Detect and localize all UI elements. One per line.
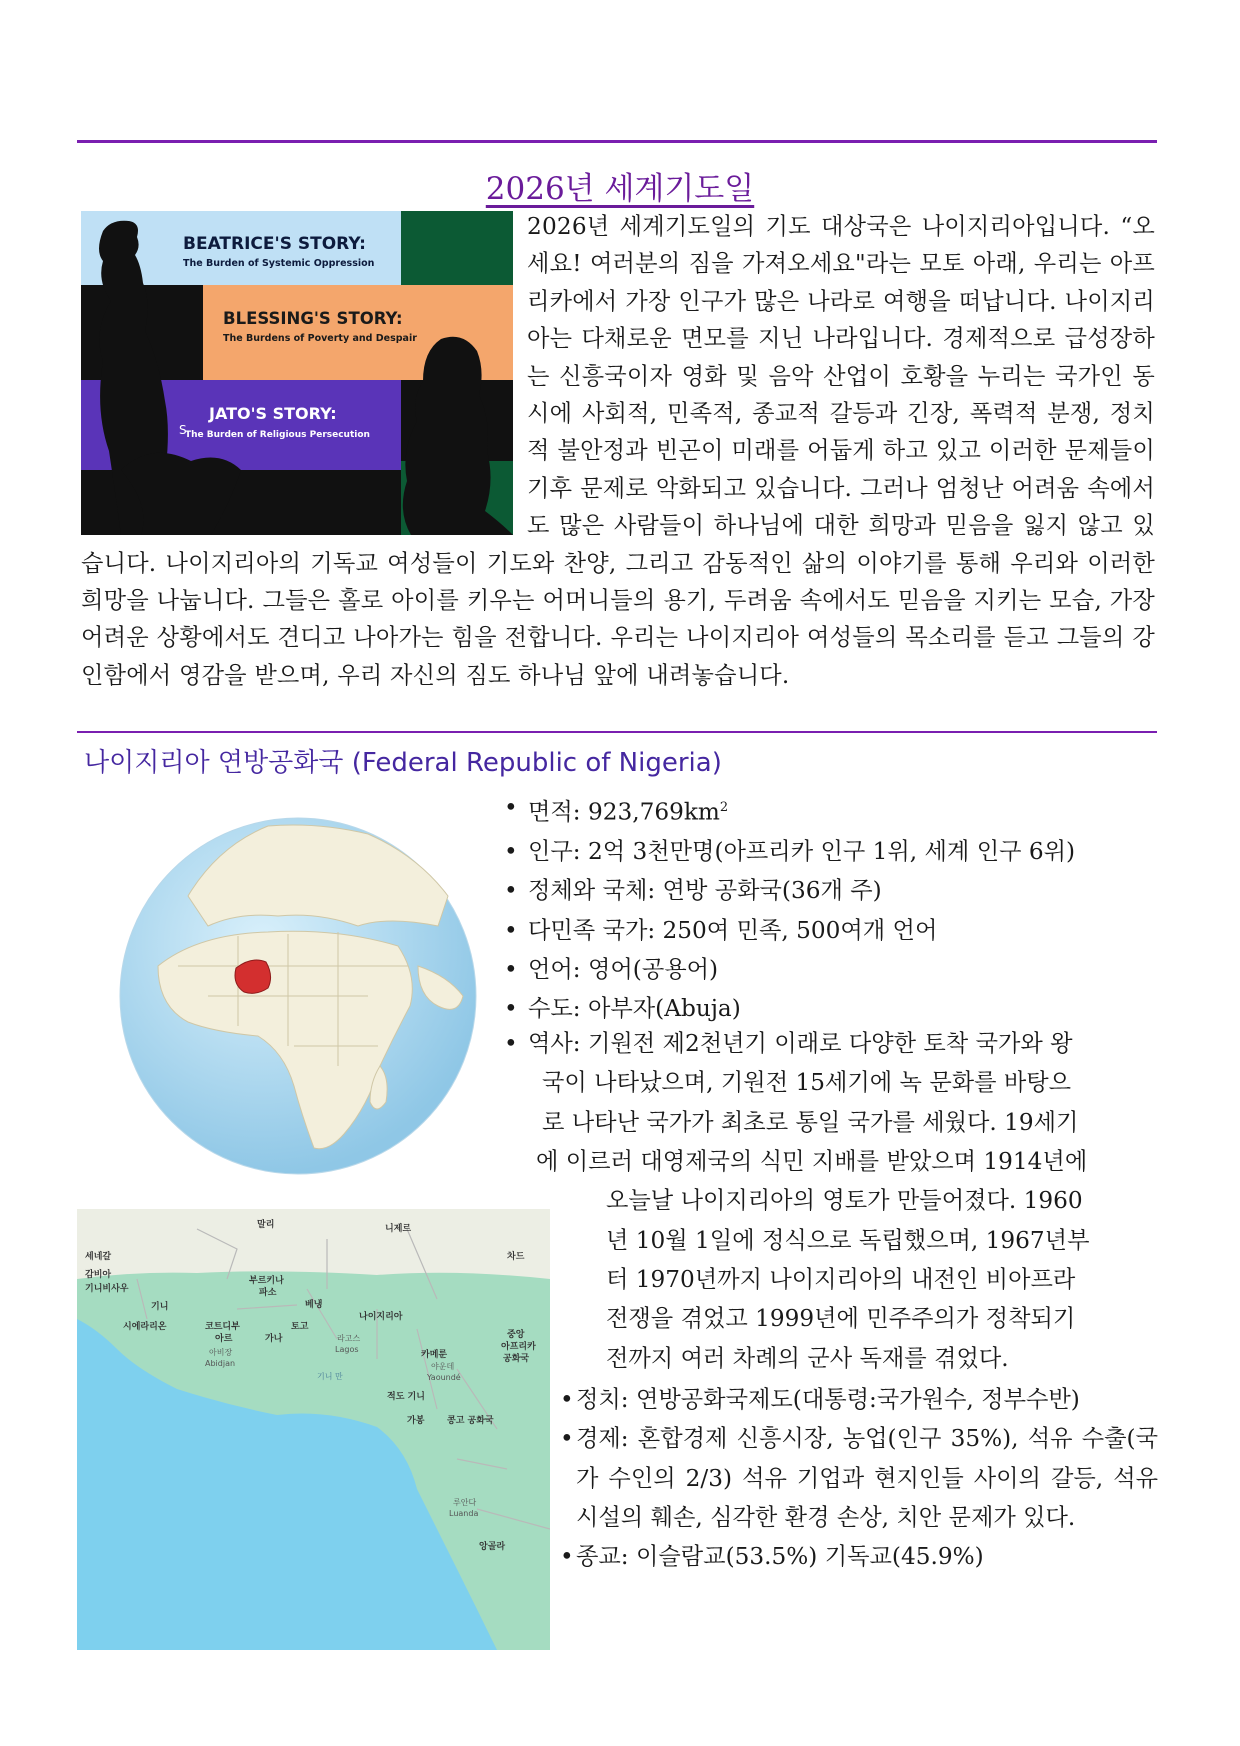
west-africa-map [77, 1209, 550, 1650]
section-divider [77, 731, 1157, 733]
label-burkina-2: 파소 [259, 1288, 277, 1298]
bullet: • [504, 995, 518, 1023]
label-gambia: 감비아 [85, 1270, 112, 1280]
label-benin: 베냉 [305, 1300, 323, 1310]
label-congo: 콩고 공화국 [447, 1416, 494, 1426]
story3-subtitle: The Burden of Religious Persecution [185, 430, 370, 440]
label-cameroon: 카메룬 [421, 1350, 448, 1360]
bullet: • [504, 916, 518, 944]
label-guinea: 기니 [151, 1302, 169, 1312]
bullet: • [504, 794, 518, 821]
history-line: 오늘날 나이지리아의 영토가 만들어졌다. 1960 [606, 1187, 1083, 1214]
label-mali: 말리 [257, 1220, 275, 1230]
bullet: • [504, 1030, 518, 1057]
fact-population [498, 832, 1158, 871]
label-nigeria: 나이지리아 [359, 1312, 403, 1322]
label-ivory-coast-1: 코트디부 [205, 1322, 240, 1332]
label-luanda: Luanda [449, 1509, 479, 1518]
fact-area-text: 면적: 923,769km [528, 798, 720, 826]
bullet: • [504, 877, 518, 905]
label-car-2: 아프리카 [501, 1342, 536, 1352]
label-lagos: Lagos [335, 1345, 359, 1354]
history-line: 터 1970년까지 나이지리아의 내전인 비아프라 [606, 1266, 1076, 1293]
history-line: 로 나타난 국가가 최초로 통일 국가를 세웠다. 19세기 [542, 1109, 1079, 1136]
label-niger: 니제르 [385, 1224, 412, 1234]
section-title: 나이지리아 연방공화국 (Federal Republic of Nigeria) [84, 748, 722, 778]
fact-economy [560, 1419, 1158, 1537]
label-yaounde-ko: 야운데 [431, 1362, 455, 1371]
label-gulf-of-guinea: 기니 만 [317, 1372, 343, 1381]
label-ivory-coast-2: 아르 [215, 1334, 233, 1344]
story1-subtitle: The Burden of Systemic Oppression [183, 258, 375, 269]
label-togo: 토고 [291, 1322, 309, 1332]
label-guinea-bissau: 기니비사우 [85, 1284, 129, 1294]
fact-capital-text: 수도: 아부자(Abuja) [528, 995, 741, 1023]
wdp-logo-icon: S [179, 423, 187, 437]
story3-title: JATO'S STORY: [209, 404, 337, 423]
bullet: • [560, 1386, 574, 1413]
history-line: 년 10월 1일에 정식으로 독립했으며, 1967년부 [606, 1227, 1090, 1254]
history-line: 전쟁을 겪었고 1999년에 민주주의가 정착되기 [606, 1305, 1076, 1332]
fact-government-text: 정체와 국체: 연방 공화국(36개 주) [528, 877, 882, 905]
label-burkina-1: 부르키나 [249, 1276, 284, 1286]
fact-ethnic [498, 911, 1158, 950]
fact-area [498, 788, 1158, 832]
fact-economy-text: 경제: 혼합경제 신흥시장, 농업(인구 35%), 석유 수출(국가 수인의 2/3) 석유 기업과 현지인들 사이의 갈등, 석유 시설의 훼손, 심각한 환경 손상, 치안 문제가 있다. [576, 1425, 1158, 1531]
fact-language [498, 950, 1158, 989]
fact-religion-text: 종교: 이슬람교(53.5%) 기독교(45.9%) [576, 1543, 984, 1571]
label-lagos-ko: 라고스 [337, 1334, 361, 1343]
page-title: 2026년 세계기도일 [485, 171, 755, 207]
label-sierra-leone: 시에라리온 [123, 1322, 167, 1332]
label-ghana: 가나 [265, 1334, 283, 1344]
fact-politics-text: 정치: 연방공화국제도(대통령:국가원수, 정부수반) [576, 1386, 1080, 1413]
label-luanda-ko: 루안다 [453, 1498, 477, 1507]
label-equatorial-guinea: 적도 기니 [387, 1392, 425, 1402]
fact-ethnic-text: 다민족 국가: 250여 민족, 500여개 언어 [528, 916, 938, 944]
fact-area-sup: 2 [719, 800, 729, 815]
globe-map [118, 816, 478, 1176]
fact-population-text: 인구: 2억 3천만명(아프리카 인구 1위, 세계 인구 6위) [528, 838, 1076, 866]
bullet: • [504, 838, 518, 866]
label-angola: 앙골라 [479, 1542, 506, 1552]
label-gabon: 가봉 [407, 1416, 425, 1426]
fact-politics [560, 1380, 1158, 1419]
history-line: 국이 나타났으며, 기원전 15세기에 녹 문화를 바탕으 [542, 1069, 1072, 1096]
fact-government [498, 871, 1158, 910]
history-line: 전까지 여러 차례의 군사 독재를 겪었다. [606, 1345, 1009, 1372]
label-chad: 차드 [507, 1252, 525, 1262]
bullet: • [560, 1425, 574, 1453]
intro-text: 2026년 세계기도일의 기도 대상국은 나이지리아입니다. “오세요! 여러분의 짐을 가져오세요"라는 모토 아래, 우리는 아프리카에서 가장 인구가 많은 나라로 여행을 떠납니다. 나이지리아는 다채로운 면모를 지닌 나라입니다. 경제적으로 급성장하는 신흥국이자 영화 및 음악 산업이 호황을 누리는 국가인 동시에 사회적, 민족적, 종교적 갈등과 긴장, 폭력적 분쟁, 정치적 불안정과 빈곤이 미래를 어둡게 하고 있고 이러한 문제들이 기후 문제로 악화되고 있습니다. 그러나 엄청난 어려움 속에서도 많은 사람들이 하나님에 대한 희망과 믿음을 잃지 않고 있습니다. 나이지리아의 기독교 여성들이 기도와 찬양, 그리고 감동적인 삶의 이야기를 통해 우리와 이러한 희망을 나눕니다. 그들은 홀로 아이를 키우는 어머니들의 용기, 두려움 속에서도 믿음을 지키는 모습, 가장 어려운 상황에서도 견디고 나아가는 힘을 전합니다. 우리는 나이지리아 여성들의 목소리를 듣고 그들의 강인함에서 영감을 받으며, 우리 자신의 짐도 하나님 앞에 내려놓습니다. [81, 213, 1155, 689]
label-car-3: 공화국 [503, 1354, 530, 1364]
fact-language-text: 언어: 영어(공용어) [528, 955, 719, 983]
story1-title: BEATRICE'S STORY: [183, 234, 366, 254]
label-yaounde: Yaoundé [427, 1373, 461, 1382]
fact-capital [498, 989, 1158, 1028]
story2-subtitle: The Burdens of Poverty and Despair [223, 333, 417, 344]
fact-religion [560, 1537, 1158, 1576]
bullet: • [504, 955, 518, 983]
label-abidjan: Abidjan [205, 1359, 236, 1368]
story-poster [81, 211, 513, 535]
story2-title: BLESSING'S STORY: [223, 309, 403, 328]
history-line: 역사: 기원전 제2천년기 이래로 다양한 토착 국가와 왕 [528, 1030, 1073, 1057]
label-car-1: 중앙 [507, 1330, 525, 1340]
bullet: • [560, 1543, 574, 1571]
top-divider [77, 140, 1157, 143]
history-line: 에 이르러 대영제국의 식민 지배를 받았으며 1914년에 [536, 1148, 1088, 1175]
label-abidjan-ko: 아비장 [209, 1348, 233, 1357]
country-facts [498, 788, 1158, 1029]
nigeria-highlight [235, 960, 271, 993]
country-facts-continued [560, 1380, 1158, 1576]
label-senegal: 세네갈 [85, 1252, 112, 1262]
